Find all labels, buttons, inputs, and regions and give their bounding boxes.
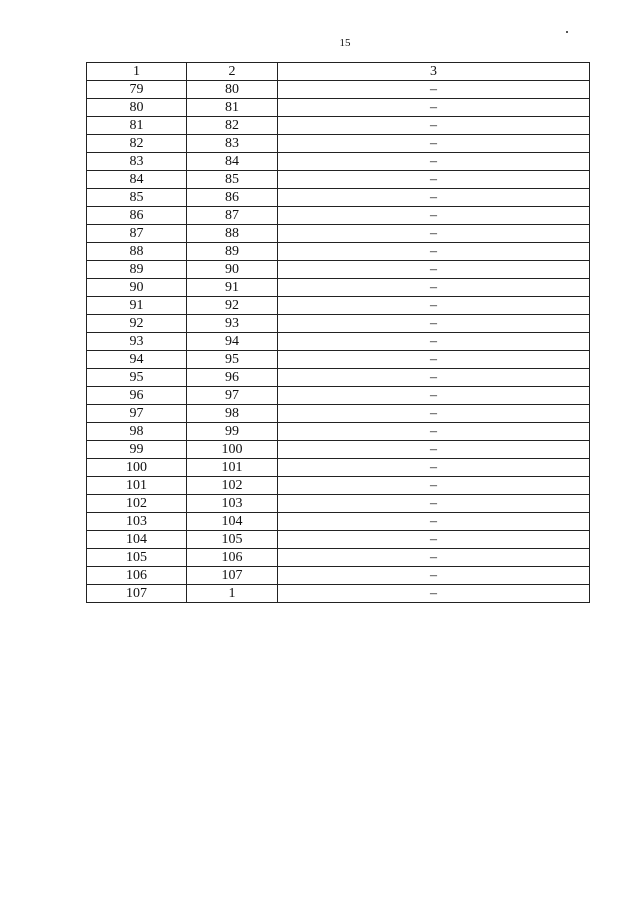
table-cell-col-1: 85	[87, 189, 187, 207]
table-cell-col-2: 83	[187, 135, 278, 153]
table-cell-col-3: –	[278, 189, 590, 207]
table-row	[87, 99, 590, 117]
table-cell-col-1: 88	[87, 243, 187, 261]
table-cell-col-1: 97	[87, 405, 187, 423]
table-cell-col-1: 90	[87, 279, 187, 297]
table-row	[87, 117, 590, 135]
table-cell-col-3: –	[278, 153, 590, 171]
table-row	[87, 189, 590, 207]
table-row	[87, 153, 590, 171]
table-cell-col-2: 97	[187, 387, 278, 405]
table-cell-col-1: 104	[87, 531, 187, 549]
table-cell-col-2: 95	[187, 351, 278, 369]
table-cell-col-1: 82	[87, 135, 187, 153]
table-row	[87, 549, 590, 567]
table-row	[87, 459, 590, 477]
table-row	[87, 387, 590, 405]
table-cell-col-3: –	[278, 513, 590, 531]
table-row	[87, 351, 590, 369]
table-cell-col-3: –	[278, 549, 590, 567]
table-row	[87, 567, 590, 585]
table-cell-col-2: 104	[187, 513, 278, 531]
table-cell-col-1: 93	[87, 333, 187, 351]
table-row	[87, 135, 590, 153]
table-cell-col-3: –	[278, 207, 590, 225]
table-cell-col-1: 87	[87, 225, 187, 243]
table-row	[87, 225, 590, 243]
table-cell-col-2: 98	[187, 405, 278, 423]
table-header-row	[87, 63, 590, 81]
table-row	[87, 585, 590, 603]
table-cell-col-2: 94	[187, 333, 278, 351]
table-cell-col-2: 101	[187, 459, 278, 477]
table-cell-col-1: 106	[87, 567, 187, 585]
table-cell-col-2: 87	[187, 207, 278, 225]
table-row	[87, 243, 590, 261]
table-cell-col-1: 105	[87, 549, 187, 567]
table-cell-col-1: 101	[87, 477, 187, 495]
table-cell-col-1: 94	[87, 351, 187, 369]
table-cell-col-2: 96	[187, 369, 278, 387]
table-row	[87, 423, 590, 441]
table-cell-col-1: 81	[87, 117, 187, 135]
table-cell-col-3: –	[278, 99, 590, 117]
table-cell-col-1: 91	[87, 297, 187, 315]
table-cell-col-2: 81	[187, 99, 278, 117]
table-cell-col-1: 102	[87, 495, 187, 513]
table-cell-col-3: –	[278, 585, 590, 603]
table-cell-col-1: 100	[87, 459, 187, 477]
table-row	[87, 171, 590, 189]
table-cell-col-2: 85	[187, 171, 278, 189]
table-cell-col-3: –	[278, 495, 590, 513]
table-cell-col-3: –	[278, 279, 590, 297]
table-row	[87, 405, 590, 423]
table-cell-col-3: –	[278, 351, 590, 369]
table-cell-col-3: –	[278, 315, 590, 333]
table-cell-col-2: 106	[187, 549, 278, 567]
table-row	[87, 477, 590, 495]
column-header-1: 1	[87, 63, 187, 81]
table-cell-col-1: 98	[87, 423, 187, 441]
table-cell-col-2: 99	[187, 423, 278, 441]
scan-speck	[566, 31, 568, 33]
table-row	[87, 81, 590, 99]
table-cell-col-3: –	[278, 81, 590, 99]
table-cell-col-3: –	[278, 441, 590, 459]
table-cell-col-3: –	[278, 225, 590, 243]
table-cell-col-1: 83	[87, 153, 187, 171]
table-cell-col-3: –	[278, 261, 590, 279]
table-cell-col-2: 100	[187, 441, 278, 459]
table-cell-col-1: 92	[87, 315, 187, 333]
table-row	[87, 513, 590, 531]
table-body	[87, 81, 590, 603]
table-cell-col-1: 103	[87, 513, 187, 531]
table-cell-col-3: –	[278, 243, 590, 261]
table-cell-col-2: 93	[187, 315, 278, 333]
table-cell-col-1: 99	[87, 441, 187, 459]
table-cell-col-3: –	[278, 531, 590, 549]
table-cell-col-3: –	[278, 459, 590, 477]
table-cell-col-2: 90	[187, 261, 278, 279]
table-cell-col-2: 86	[187, 189, 278, 207]
table-row	[87, 495, 590, 513]
table-cell-col-3: –	[278, 369, 590, 387]
table-row	[87, 333, 590, 351]
table-cell-col-3: –	[278, 567, 590, 585]
table-row	[87, 279, 590, 297]
table-row	[87, 315, 590, 333]
data-table	[86, 62, 590, 603]
table-cell-col-2: 92	[187, 297, 278, 315]
table-cell-col-3: –	[278, 117, 590, 135]
table-cell-col-1: 96	[87, 387, 187, 405]
table-cell-col-2: 1	[187, 585, 278, 603]
table-row	[87, 531, 590, 549]
table-cell-col-3: –	[278, 423, 590, 441]
table-cell-col-2: 82	[187, 117, 278, 135]
table-cell-col-1: 79	[87, 81, 187, 99]
table-cell-col-2: 80	[187, 81, 278, 99]
table-cell-col-2: 102	[187, 477, 278, 495]
table-cell-col-1: 86	[87, 207, 187, 225]
table-cell-col-1: 107	[87, 585, 187, 603]
table-cell-col-3: –	[278, 171, 590, 189]
table-cell-col-3: –	[278, 297, 590, 315]
page-number: 15	[339, 37, 351, 49]
column-header-3: 3	[278, 63, 590, 81]
table-cell-col-1: 89	[87, 261, 187, 279]
table-cell-col-1: 95	[87, 369, 187, 387]
table-cell-col-2: 105	[187, 531, 278, 549]
table-cell-col-2: 89	[187, 243, 278, 261]
table-cell-col-3: –	[278, 477, 590, 495]
table-cell-col-2: 91	[187, 279, 278, 297]
table-row	[87, 261, 590, 279]
table-cell-col-3: –	[278, 405, 590, 423]
table-row	[87, 369, 590, 387]
table-cell-col-3: –	[278, 387, 590, 405]
table-cell-col-2: 84	[187, 153, 278, 171]
table-cell-col-2: 103	[187, 495, 278, 513]
table-cell-col-1: 80	[87, 99, 187, 117]
table-row	[87, 297, 590, 315]
table-row	[87, 441, 590, 459]
table-cell-col-3: –	[278, 135, 590, 153]
table-row	[87, 207, 590, 225]
table-cell-col-2: 88	[187, 225, 278, 243]
column-header-2: 2	[187, 63, 278, 81]
table-cell-col-3: –	[278, 333, 590, 351]
table-cell-col-2: 107	[187, 567, 278, 585]
table-cell-col-1: 84	[87, 171, 187, 189]
